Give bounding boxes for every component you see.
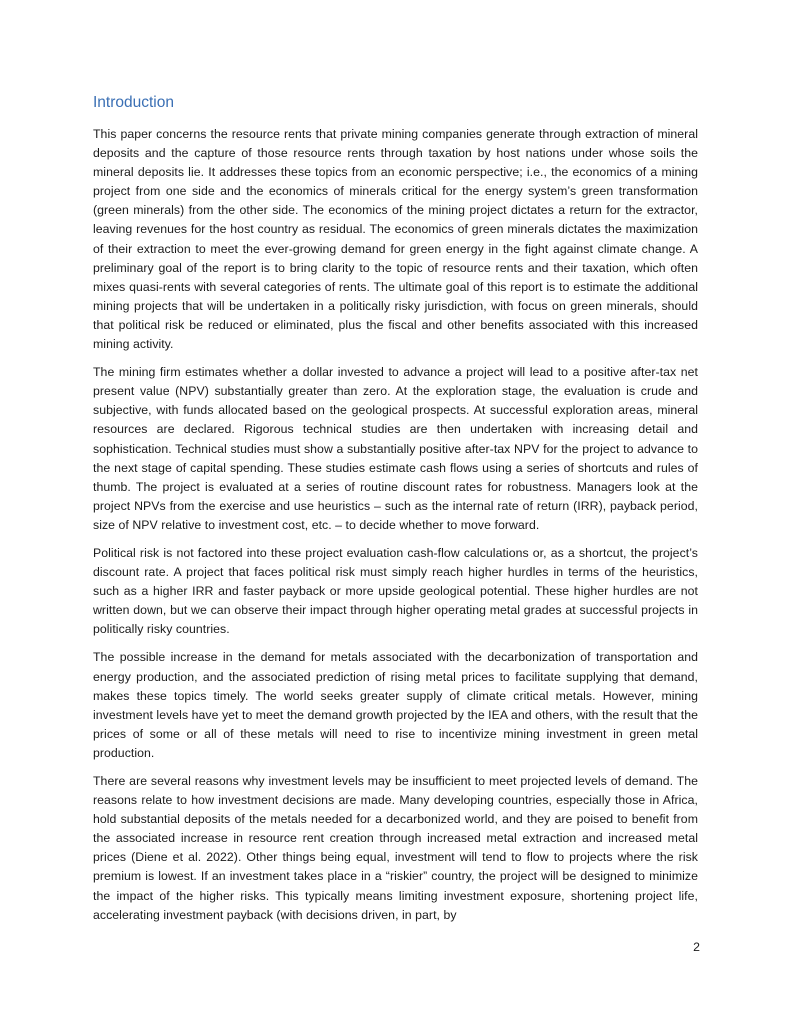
paragraph-1: This paper concerns the resource rents that private mining companies generate through extraction of mineral deposits and the capture of those resource rents through taxation by host nations under whose soils the mineral deposits lie. It addresses these topics from an economic perspective; i.e., the economics of a mining project from one side and the economics of minerals critical for the energy system’s green transformation (green minerals) from the other side. The economics of the mining project dictates a return for the extractor, leaving revenues for the host country as residual. The economics of green minerals dictates the maximization of their extraction to meet the ever-growing demand for green energy in the fight against climate change. A preliminary goal of the report is to bring clarity to the topic of resource rents and their taxation, which often mixes quasi-rents with several categories of rents. The ultimate goal of this report is to estimate the additional mining projects that will be undertaken in a politically risky jurisdiction, with focus on green minerals, should that political risk be reduced or eliminated, plus the fiscal and other benefits associated with this increased mining activity.: [93, 127, 698, 352]
page-number: 2: [693, 940, 700, 954]
paragraph-4: The possible increase in the demand for metals associated with the decarbonization of transportation and energy production, and the associated prediction of rising metal prices to facilitate supplying that demand, makes these topics timely. The world seeks greater supply of climate critical metals. However, mining investment levels have yet to meet the demand growth projected by the IEA and others, with the result that the prices of some or all of these metals will need to rise to incentivize mining investment in green metal production.: [93, 650, 698, 760]
section-heading: Introduction: [93, 94, 174, 111]
page-body: [93, 92, 698, 934]
paragraph-2: The mining firm estimates whether a dollar invested to advance a project will lead to a positive after-tax net present value (NPV) substantially greater than zero. At the exploration stage, the evaluation is crude and subjective, with funds allocated based on the geological prospects. At successful exploration areas, mineral resources are declared. Rigorous technical studies are then undertaken with increasing detail and sophistication. Technical studies must show a substantially positive after-tax NPV for the project to advance to the next stage of capital spending. These studies estimate cash flows using a series of shortcuts and rules of thumb. The project is evaluated at a series of routine discount rates for robustness. Managers look at the project NPVs from the exercise and use heuristics – such as the internal rate of return (IRR), payback period, size of NPV relative to investment cost, etc. – to decide whether to move forward.: [93, 365, 698, 532]
paragraph-5: There are several reasons why investment levels may be insufficient to meet projected levels of demand. The reasons relate to how investment decisions are made. Many developing countries, especially those in Africa, hold substantial deposits of the metals needed for a decarbonized world, and they are poised to benefit from the associated increase in resource rent creation through increased metal extraction and increased metal prices (Diene et al. 2022). Other things being equal, investment will tend to flow to projects where the risk premium is lowest. If an investment takes place in a “riskier” country, the project will be designed to minimize the impact of the higher risks. This typically means limiting investment exposure, shortening project life, accelerating investment payback (with decisions driven, in part, by: [93, 774, 698, 922]
paragraph-3: Political risk is not factored into these project evaluation cash-flow calculations or, as a shortcut, the project’s discount rate. A project that faces political risk must simply reach higher hurdles in terms of the heuristics, such as a higher IRR and faster payback or more upside geological potential. These higher hurdles are not written down, but we can observe their impact through higher operating metal grades at successful projects in politically risky countries.: [93, 545, 698, 637]
